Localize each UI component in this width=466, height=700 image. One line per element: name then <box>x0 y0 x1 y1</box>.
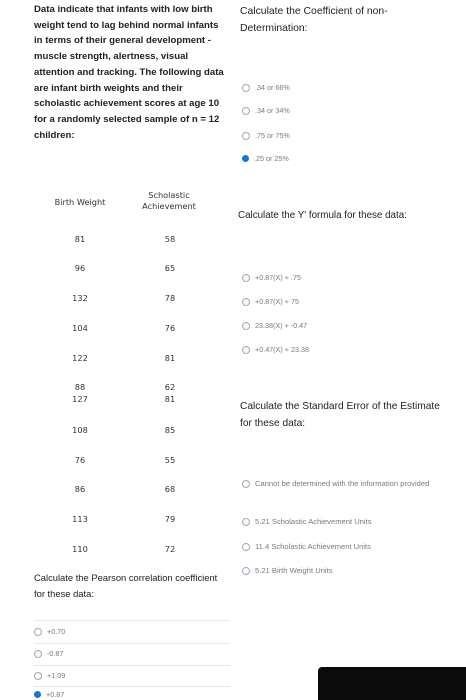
radio-button-selected-icon[interactable] <box>242 155 249 162</box>
nondetermination-option[interactable] <box>242 82 290 93</box>
table-cell-scholastic: 81 <box>164 394 176 404</box>
pearson-question: Calculate the Pearson correlation coefficient for these data: <box>34 572 218 599</box>
radio-button-icon[interactable] <box>242 84 250 92</box>
table-cell-scholastic: 85 <box>164 425 176 435</box>
table-cell-birth-weight: 96 <box>74 263 86 273</box>
standard-error-option-label: 5.21 Scholastic Achievement Units <box>255 517 372 526</box>
pearson-option-label: +0.70 <box>47 627 66 636</box>
table-header-birth-weight: Birth Weight <box>54 197 106 207</box>
standard-error-option-label: Cannot be determined with the information provided <box>255 479 430 488</box>
pearson-option[interactable] <box>34 626 65 637</box>
table-cell-scholastic: 76 <box>164 323 176 333</box>
formula-option-label: +0.87(X) + .75 <box>255 273 301 282</box>
radio-button-selected-icon[interactable] <box>34 691 41 698</box>
table-cell-birth-weight: 88 <box>74 382 86 392</box>
nondetermination-question: Calculate the Coefficient of non-Determination: <box>240 6 388 34</box>
nondetermination-option[interactable] <box>242 105 290 116</box>
left-column <box>0 0 230 700</box>
radio-button-icon[interactable] <box>242 274 250 282</box>
table-cell-birth-weight: 81 <box>74 234 86 244</box>
table-cell-scholastic: 58 <box>164 234 176 244</box>
nondetermination-option-label: .34 or 34% <box>255 106 290 115</box>
table-cell-birth-weight: 108 <box>72 425 88 435</box>
table-cell-scholastic: 79 <box>164 514 176 524</box>
table-cell-birth-weight: 104 <box>72 323 88 333</box>
table-header-scholastic-achievement: Scholastic Achievement <box>142 190 196 211</box>
standard-error-option[interactable] <box>242 516 447 528</box>
formula-option[interactable] <box>242 344 309 355</box>
standard-error-option[interactable] <box>242 541 447 553</box>
standard-error-question: Calculate the Standard Error of the Estimate for these data: <box>240 401 440 429</box>
nondetermination-option-label: .25 or 25% <box>254 154 289 163</box>
redaction-block <box>318 667 466 700</box>
pearson-option[interactable] <box>34 670 65 681</box>
radio-button-icon[interactable] <box>242 132 250 140</box>
table-cell-birth-weight: 113 <box>72 514 88 524</box>
option-divider <box>34 620 230 621</box>
formula-option[interactable] <box>242 272 301 283</box>
table-cell-birth-weight: 76 <box>74 455 86 465</box>
option-divider <box>34 686 230 687</box>
table-cell-scholastic: 78 <box>164 293 176 303</box>
radio-button-icon[interactable] <box>242 322 250 330</box>
radio-button-icon[interactable] <box>242 567 250 575</box>
option-divider <box>34 643 230 644</box>
right-column <box>231 0 466 700</box>
table-cell-birth-weight: 122 <box>72 353 88 363</box>
nondetermination-option-label: .34 or 66% <box>255 83 290 92</box>
pearson-option-label: -0.87 <box>47 649 64 658</box>
option-divider <box>34 665 230 666</box>
nondetermination-option-label: .75 or 75% <box>255 131 290 140</box>
radio-button-icon[interactable] <box>242 298 250 306</box>
problem-statement: Data indicate that infants with low birth weight tend to lag behind normal infants in terms of their general development - muscle strength, alertness, visual attention and tracking. The following data are infant birth weights and their scholastic achievement scores at age 10 for a randomly selected sample of n = 12 children: <box>34 4 224 141</box>
radio-button-icon[interactable] <box>34 650 42 658</box>
table-cell-birth-weight: 132 <box>72 293 88 303</box>
standard-error-option[interactable] <box>242 478 447 490</box>
formula-option-label: 23.38(X) + -0.47 <box>255 321 308 330</box>
table-cell-birth-weight: 86 <box>74 484 86 494</box>
pearson-option-label: +1.09 <box>47 671 66 680</box>
formula-option-label: +0.47(X) + 23.38 <box>255 345 309 354</box>
nondetermination-option[interactable] <box>242 130 290 141</box>
radio-button-icon[interactable] <box>242 107 250 115</box>
formula-option[interactable] <box>242 296 299 307</box>
standard-error-option-label: 5.21 Birth Weight Units <box>255 566 333 575</box>
table-cell-scholastic: 55 <box>164 455 176 465</box>
table-cell-birth-weight: 110 <box>72 544 88 554</box>
pearson-option-label: +0.87 <box>46 690 65 699</box>
radio-button-icon[interactable] <box>242 518 250 526</box>
table-cell-scholastic: 62 <box>164 382 176 392</box>
table-cell-scholastic: 72 <box>164 544 176 554</box>
formula-question: Calculate the Y' formula for these data: <box>238 210 407 221</box>
pearson-option[interactable] <box>34 648 63 659</box>
formula-option[interactable] <box>242 320 307 331</box>
table-cell-scholastic: 68 <box>164 484 176 494</box>
standard-error-option[interactable] <box>242 565 447 577</box>
standard-error-option-label: 11.4 Scholastic Achievement Units <box>255 542 371 551</box>
table-cell-scholastic: 81 <box>164 353 176 363</box>
nondetermination-option-selected[interactable] <box>242 153 289 164</box>
radio-button-icon[interactable] <box>34 672 42 680</box>
radio-button-icon[interactable] <box>242 480 250 488</box>
pearson-option-selected[interactable] <box>34 689 64 700</box>
formula-option-label: +0.87(X) + 75 <box>255 297 299 306</box>
radio-button-icon[interactable] <box>242 543 250 551</box>
radio-button-icon[interactable] <box>34 628 42 636</box>
radio-button-icon[interactable] <box>242 346 250 354</box>
table-cell-scholastic: 65 <box>164 263 176 273</box>
table-cell-birth-weight: 127 <box>72 394 88 404</box>
